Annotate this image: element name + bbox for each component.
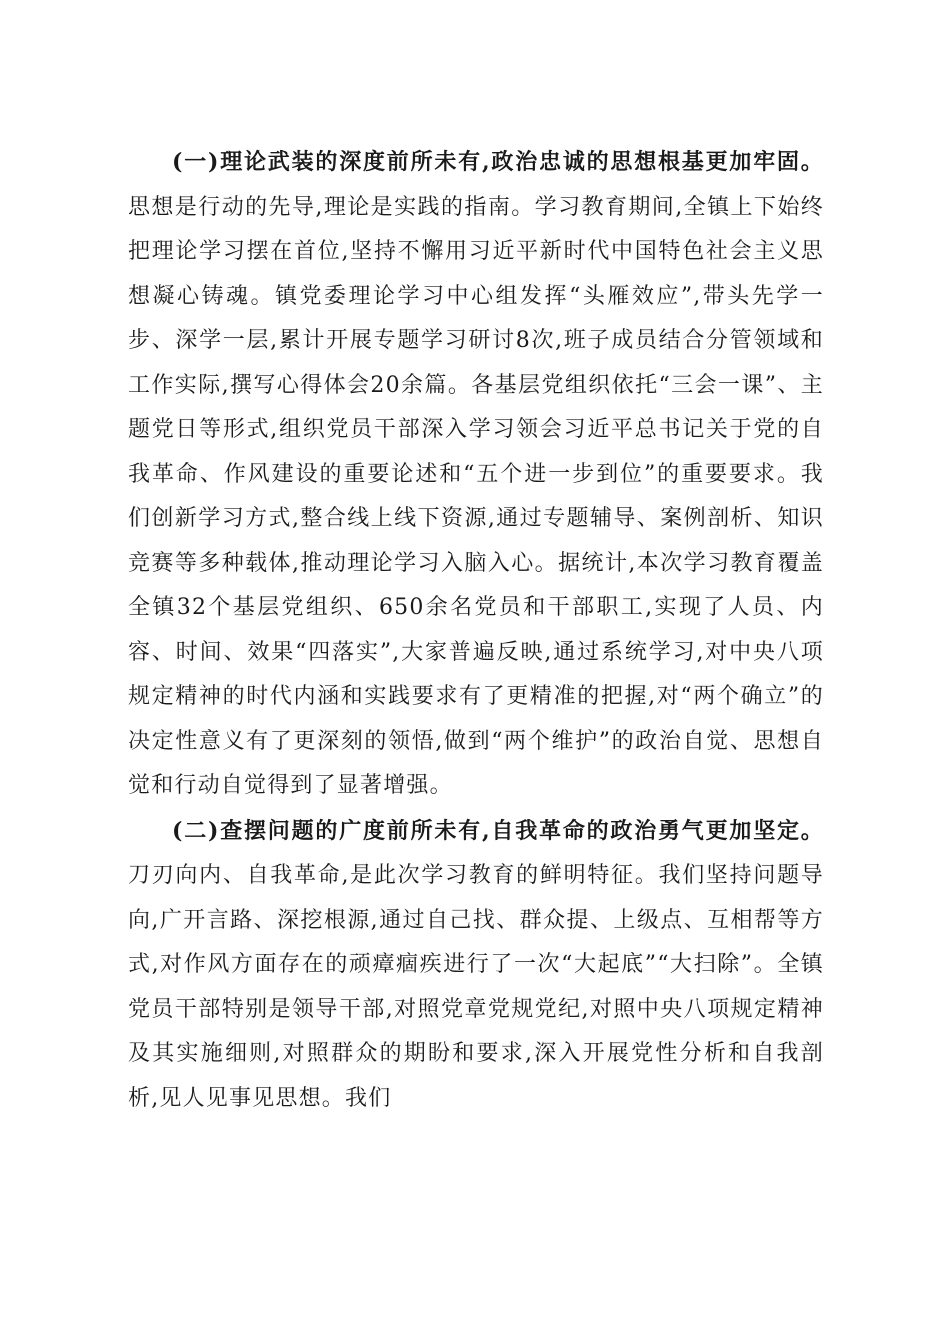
paragraph-2-text: 刀刃向内、自我革命,是此次学习教育的鲜明特征。我们坚持问题导向,广开言路、深挖根源,通过自己找、群众提、上级点、互相帮等方式,对作风方面存在的顽瘴痼疾进行了一次“大起底”“大扫除”。全镇党员干部特别是领导干部,对照党章党规党纪,对照中央八项规定精神及其实施细则,对照群众的期盼和要求,深入开展党性分析和自我剖析,见人见事见思想。我们: [128, 863, 824, 1111]
paragraph-2-heading: (二)查摆问题的广度前所未有,自我革命的政治勇气更加坚定。: [172, 817, 824, 844]
paragraph-1-text: 思想是行动的先导,理论是实践的指南。学习教育期间,全镇上下始终把理论学习摆在首位,坚持不懈用习近平新时代中国特色社会主义思想凝心铸魂。镇党委理论学习中心组发挥“头雁效应”,带头先学一步、深学一层,累计开展专题学习研讨8次,班子成员结合分管领域和工作实际,撰写心得体会20余篇。各基层党组织依托“三会一课”、主题党日等形式,组织党员干部深入学习领会习近平总书记关于党的自我革命、作风建设的重要论述和“五个进一步到位”的重要要求。我们创新学习方式,整合线上线下资源,通过专题辅导、案例剖析、知识竞赛等多种载体,推动理论学习入脑入心。据统计,本次学习教育覆盖全镇32个基层党组织、650余名党员和干部职工,实现了人员、内容、时间、效果“四落实”,大家普遍反映,通过系统学习,对中央八项规定精神的时代内涵和实践要求有了更精准的把握,对“两个确立”的决定性意义有了更深刻的领悟,做到“两个维护”的政治自觉、思想自觉和行动自觉得到了显著增强。: [128, 194, 824, 798]
paragraph-2: [128, 809, 824, 1122]
paragraph-1: [128, 140, 824, 809]
document-body: [128, 140, 824, 1121]
paragraph-1-heading: (一)理论武装的深度前所未有,政治忠诚的思想根基更加牢固。: [172, 149, 824, 175]
